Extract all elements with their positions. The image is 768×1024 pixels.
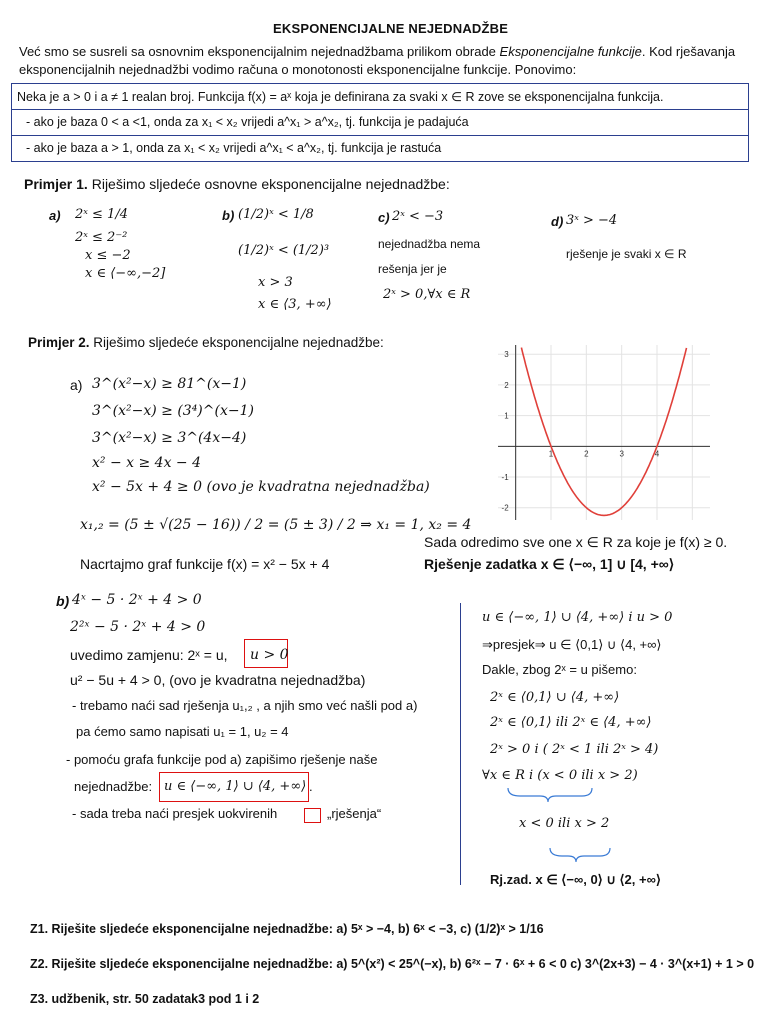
p2b-line-6: - pomoću grafa funkcije pod a) zapišimo rješenje naše (66, 752, 378, 767)
intro-line-2: eksponencijalnih nejednadžbi vodimo računa o monotonosti eksponencijalne funkcije. Ponovimo: (19, 62, 577, 77)
p2b-line-5: pa ćemo samo napisati u₁ = 1, u₂ = 4 (76, 724, 289, 739)
p2b-line-7-end: . (309, 779, 313, 794)
p2b-label: b) (56, 593, 70, 609)
p1a-line-2: 2ˣ ≤ 2⁻² (75, 230, 128, 245)
p2b-line-7-box: u ∈ ⟨−∞, 1⟩ ∪ ⟨4, +∞⟩ (164, 779, 307, 794)
p1c-line-1: 2ˣ < −3 (392, 209, 444, 224)
definition-line: Neka je a > 0 i a ≠ 1 realan broj. Funkcija f(x) = aˣ koja je definirana za svaki x ∈ R zove se eksponencijalna funkcija. (17, 90, 664, 104)
p1a-line-3: x ≤ −2 (85, 248, 131, 263)
p1b-label: b) (222, 208, 235, 223)
rc-line-5: 2ˣ ∈ ⟨0,1⟩ ili 2ˣ ∈ ⟨4, +∞⟩ (490, 715, 652, 730)
p2a-line: x² − 5x + 4 ≥ 0 (ovo je kvadratna nejednadžba) (92, 479, 430, 495)
parabola-curve (521, 348, 686, 516)
p1c-line-4: 2ˣ > 0,∀x ∈ R (383, 287, 471, 302)
primjer2-heading (28, 335, 384, 350)
rc-line-1: u ∈ ⟨−∞, 1⟩ ∪ ⟨4, +∞⟩ i u > 0 (482, 610, 673, 625)
x-tick-label: 3 (619, 449, 624, 459)
p2b-line-1: 2²ˣ − 5 · 2ˣ + 4 > 0 (70, 619, 206, 635)
task-z3: Z3. udžbenik, str. 50 zadatak3 pod 1 i 2 (30, 992, 260, 1006)
primjer2-heading-bold: Primjer 2. (28, 335, 90, 350)
rc-line-7: ∀x ∈ R i (x < 0 ili x > 2) (482, 768, 638, 783)
intro-line-1-pre: Već smo se susreli sa osnovnim eksponencijalnim nejednadžbama prilikom obrade (19, 44, 500, 59)
x-tick-label: 4 (654, 449, 660, 459)
brace-top (508, 788, 592, 802)
p1c-line-3: rešenja jer je (378, 262, 447, 276)
y-tick-label: 1 (504, 411, 509, 421)
p1d-line-1: 3ˣ > −4 (566, 213, 618, 228)
p1a-line-4: x ∈ ⟨−∞,−2] (85, 266, 166, 281)
p1c-line-2: nejednadžba nema (378, 237, 481, 251)
rc-line-4: 2ˣ ∈ ⟨0,1⟩ ∪ ⟨4, +∞⟩ (490, 690, 620, 705)
p1b-line-2: (1/2)ˣ < (1/2)³ (238, 243, 330, 258)
p2b-line-7: nejednadžbe: (74, 779, 153, 794)
intro-line-1-post: . Kod rješavanja (641, 44, 736, 59)
p2a-line: 3^(x²−x) ≥ 3^(4x−4) (92, 430, 247, 446)
definition-divider (12, 135, 748, 136)
primjer1-heading-rest: Riješimo sljedeće osnovne eksponencijalne nejednadžbe: (87, 176, 450, 192)
p1b-line-1: (1/2)ˣ < 1/8 (238, 207, 314, 222)
task-z1: Z1. Riješite sljedeće eksponencijalne nejednadžbe: a) 5ˣ > −4, b) 6ˣ < −3, c) (1/2)ˣ > 1/16 (30, 922, 544, 936)
y-tick-label: -1 (501, 473, 509, 483)
definition-bullet-decreasing: - ako je baza 0 < a <1, onda za x₁ < x₂ vrijedi a^x₁ > a^x₂, tj. funkcija je padajuća (26, 115, 469, 129)
p2b-line-8: - sada treba naći presjek uokvirenih (72, 806, 278, 821)
rc-line-6: 2ˣ > 0 i ( 2ˣ < 1 ili 2ˣ > 4) (490, 742, 659, 757)
y-tick-label: 2 (504, 380, 509, 390)
page-title: EKSPONENCIJALNE NEJEDNADŽBE (273, 21, 509, 36)
rc-line-8: x < 0 ili x > 2 (519, 816, 610, 831)
p1c-label: c) (378, 210, 390, 225)
p1a-label: a) (49, 208, 61, 223)
p2a-right-text: Sada odredimo sve one x ∈ R za koje je f(x) ≥ 0. (424, 534, 728, 550)
rc-line-2: ⇒presjek⇒ u ∈ ⟨0,1⟩ ∪ ⟨4, +∞⟩ (482, 637, 662, 652)
rc-line-3: Dakle, zbog 2ˣ = u pišemo: (482, 662, 637, 677)
p1a-line-1: 2ˣ ≤ 1/4 (75, 207, 128, 222)
task-z2: Z2. Riješite sljedeće eksponencijalne nejednadžbe: a) 5^(x²) < 25^(−x), b) 6²ˣ − 7 · 6ˣ + 6 < 0 c) 3^(2x+3) − 4 · 3^(x+1) + 1 > 0 (30, 957, 755, 971)
p2a-label: a) (70, 377, 83, 393)
definition-box (11, 83, 749, 162)
column-divider (460, 603, 461, 885)
definition-bullet-increasing: - ako je baza a > 1, onda za x₁ < x₂ vrijedi a^x₁ < a^x₂, tj. funkcija je rastuća (26, 141, 442, 155)
p2b-line-3: u² − 5u + 4 > 0, (ovo je kvadratna nejednadžba) (70, 672, 366, 688)
p1d-label: d) (551, 214, 564, 229)
p2b-line-4: - trebamo naći sad rješenja u₁,₂ , a njih smo već našli pod a) (72, 698, 418, 713)
p2a-roots: x₁,₂ = (5 ± √(25 − 16)) / 2 = (5 ± 3) / 2 ⇒ x₁ = 1, x₂ = 4 (80, 517, 472, 533)
p2b-line-8-end: „rješenja“ (327, 806, 382, 821)
rc-final-solution: Rj.zad. x ∈ ⟨−∞, 0⟩ ∪ ⟨2, +∞⟩ (490, 872, 661, 887)
p2b-line-2-box: u > 0 (250, 647, 289, 663)
p1b-line-4: x ∈ ⟨3, +∞⟩ (258, 297, 332, 312)
y-tick-label: 3 (504, 350, 509, 360)
p1b-line-3: x > 3 (258, 275, 293, 290)
intro-line-1-italic: Eksponencijalne funkcije (499, 44, 642, 59)
p2a-solution: Rješenje zadatka x ∈ ⟨−∞, 1] ∪ [4, +∞⟩ (424, 556, 675, 572)
p2a-graph-text: Nacrtajmo graf funkcije f(x) = x² − 5x + 4 (80, 556, 330, 572)
p2a-line: 3^(x²−x) ≥ 81^(x−1) (92, 376, 247, 392)
primjer2-heading-rest: Riješimo sljedeće eksponencijalne nejednadžbe: (89, 335, 384, 350)
x-tick-label: 1 (548, 449, 554, 459)
p2b-equation: 4ˣ − 5 · 2ˣ + 4 > 0 (72, 592, 202, 608)
intro-line-1 (19, 44, 735, 59)
x-tick-label: 2 (584, 449, 589, 459)
small-red-box (304, 808, 321, 823)
primjer1-heading (24, 176, 450, 192)
y-tick-label: -2 (501, 503, 509, 513)
definition-divider (12, 109, 748, 110)
p2a-line: 3^(x²−x) ≥ (3⁴)^(x−1) (92, 403, 254, 419)
p2a-line: x² − x ≥ 4x − 4 (92, 455, 202, 471)
brace-bottom (550, 848, 610, 862)
p2b-line-2: uvedimo zamjenu: 2ˣ = u, (70, 647, 228, 663)
parabola-graph (498, 345, 710, 520)
primjer1-heading-bold: Primjer 1. (24, 176, 88, 192)
p1d-line-2: rješenje je svaki x ∈ R (566, 247, 687, 261)
